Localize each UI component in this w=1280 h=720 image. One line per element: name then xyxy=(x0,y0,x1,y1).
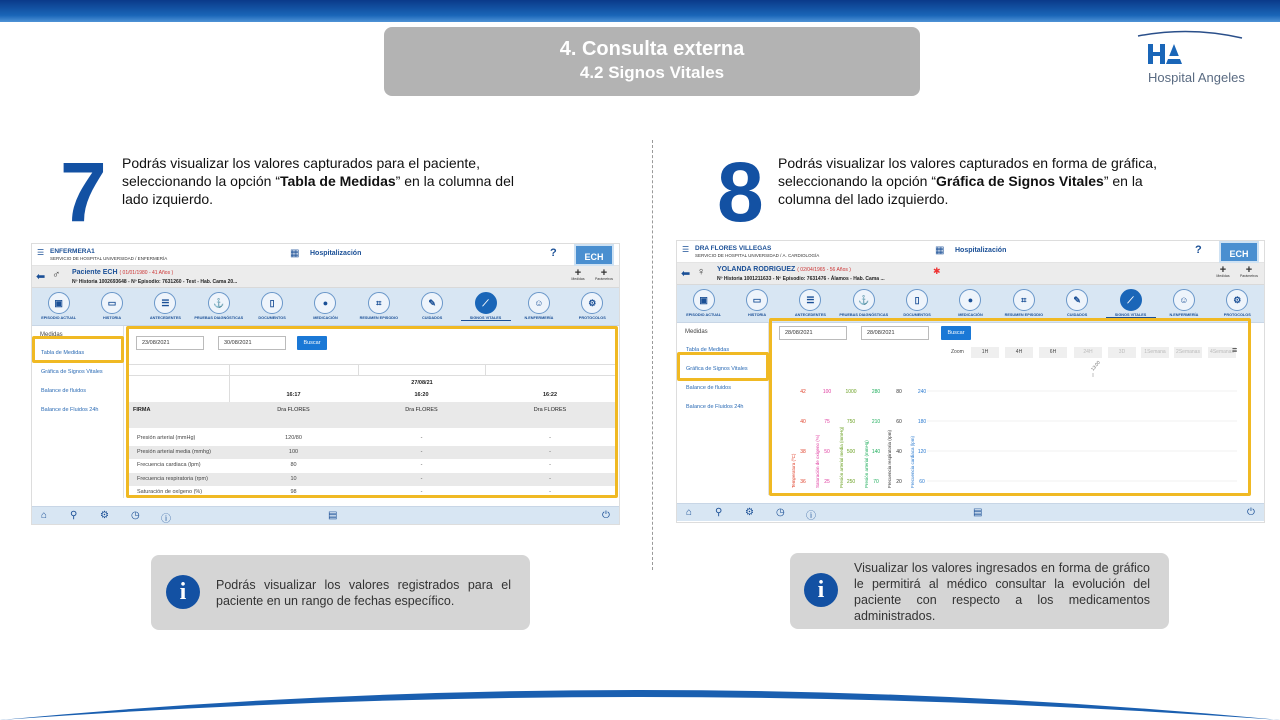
row-value: - xyxy=(549,462,551,468)
page-title: 4. Consulta externa xyxy=(559,38,745,60)
info-circle-icon: i xyxy=(166,575,200,609)
user-service: SERVICIO DE HOSPITAL UNIVERSIDAD / ENFERMERÍA xyxy=(50,256,168,261)
info-box-8 xyxy=(790,553,1169,629)
zoom-button[interactable]: 2Semanas xyxy=(1174,347,1202,358)
power-icon[interactable]: ⏻ xyxy=(1247,507,1255,518)
axis-tick-label: 240 xyxy=(917,389,927,395)
bottom-bar xyxy=(32,506,620,524)
toolbar-icon: ⌗ xyxy=(368,292,390,314)
toolbar-item-antecedentes[interactable] xyxy=(785,289,835,317)
row-value: - xyxy=(549,475,551,482)
module-toolbar xyxy=(32,288,619,326)
axis-tick-label: 80 xyxy=(896,389,902,395)
toolbar-label: PRUEBAS DIAGNÓSTICAS xyxy=(839,313,889,317)
step-8-text: Podrás visualizar los valores capturados en forma de gráfica, seleccionando la opción “Gráfica de Signos Vitales” en la columna del lado izquierdo. xyxy=(778,155,1157,207)
toolbar-item-episodio-actual[interactable] xyxy=(34,292,84,320)
info-circle-icon: i xyxy=(804,573,838,607)
firma-label: FIRMA xyxy=(133,407,151,413)
sidebar-item-balance-24h[interactable]: Balance de Fluidos 24h xyxy=(686,404,744,410)
toolbar-item-historia[interactable] xyxy=(732,289,782,317)
help-icon[interactable]: ? xyxy=(550,247,557,259)
zoom-button[interactable]: 3D xyxy=(1108,347,1136,358)
power-icon[interactable]: ⏻ xyxy=(602,510,610,521)
axis-tick-label: 750 xyxy=(846,419,856,425)
add-parametros-button[interactable]: + Parámetros xyxy=(1239,264,1259,278)
axis-tick-label: 60 xyxy=(919,479,925,485)
table-date: 27/08/21 xyxy=(411,380,433,386)
sidebar-item-tabla-medidas[interactable]: Tabla de Medidas xyxy=(686,347,730,353)
toolbar-label: ANTECEDENTES xyxy=(794,313,826,317)
row-value: - xyxy=(420,435,423,441)
menu-icon[interactable]: ☰ xyxy=(37,248,45,257)
x-axis-tick-label: 13:00 xyxy=(1089,359,1102,372)
logo-text: Hospital Angeles xyxy=(1148,70,1245,85)
axis-title: Presión arterial (mmHg) xyxy=(864,440,869,488)
toolbar-label: N.ENFERMERÍA xyxy=(524,316,554,320)
clock-icon[interactable]: ◷ xyxy=(776,507,785,518)
search-button[interactable]: Buscar xyxy=(297,336,327,350)
patient-name: Paciente ECH ( 01/01/1980 - 41 Años ) xyxy=(72,269,174,276)
toolbar-icon: ⟋ xyxy=(1120,289,1142,311)
axis-tick-label: 60 xyxy=(896,419,902,425)
zoom-button[interactable]: 1Semana xyxy=(1141,347,1169,358)
sidebar-item-balance-fluidos[interactable]: Balance de fluidos xyxy=(41,388,86,394)
binoculars-icon[interactable]: ⚲ xyxy=(715,507,723,518)
toolbar-icon: ⚓ xyxy=(853,289,875,311)
toolbar-item-pruebas-diagn-sticas[interactable] xyxy=(194,292,244,320)
toolbar-icon: ⚙ xyxy=(1226,289,1248,311)
archive-icon[interactable]: ▤ xyxy=(328,510,338,521)
toolbar-label: CUIDADOS xyxy=(1067,313,1088,317)
toolbar-icon: ▭ xyxy=(746,289,768,311)
axis-tick-label: 1000 xyxy=(845,389,857,395)
toolbar-item-cuidados[interactable] xyxy=(1052,289,1102,317)
home-icon[interactable]: ⌂ xyxy=(686,507,693,518)
zoom-button[interactable]: 6H xyxy=(1039,347,1067,358)
toolbar-icon: ☺ xyxy=(528,292,550,314)
toolbar-icon: ▣ xyxy=(693,289,715,311)
row-value: - xyxy=(420,448,423,455)
row-value: 80 xyxy=(290,462,297,468)
firma-2: Dra FLORES xyxy=(405,407,438,413)
time-col-1: 16:17 xyxy=(286,392,301,398)
date-to-field[interactable]: 28/08/2021 xyxy=(861,326,929,340)
highlight-sidebar xyxy=(32,336,124,363)
module-title: Hospitalización xyxy=(310,250,362,257)
sidebar-heading-medidas: Medidas xyxy=(40,332,63,338)
toolbar-item-documentos[interactable] xyxy=(247,292,297,320)
row-value: - xyxy=(420,475,423,482)
toolbar-icon: ▯ xyxy=(906,289,928,311)
toolbar-item-historia[interactable] xyxy=(87,292,137,320)
patient-name: YOLANDA RODRIGUEZ ( 02/04/1965 - 56 Años ) xyxy=(717,266,851,273)
bottom-bar xyxy=(677,503,1265,521)
sidebar-item-grafica-signos[interactable]: Gráfica de Signos Vitales xyxy=(686,366,748,372)
step-7-text: Podrás visualizar los valores capturados para el paciente, seleccionando la opción “Tabla de Medidas” en la columna del lado izquierdo. xyxy=(122,155,514,207)
row-label: Presión arterial (mmHg) xyxy=(137,435,196,441)
axis-tick-label: 25 xyxy=(824,479,830,485)
toolbar-item-resumen-episodio[interactable] xyxy=(999,289,1049,317)
toolbar-label: ANTECEDENTES xyxy=(149,316,181,320)
toolbar-label: EPISODIO ACTUAL xyxy=(41,316,77,320)
toolbar-item-antecedentes[interactable] xyxy=(140,292,190,320)
toolbar-icon: ⟋ xyxy=(475,292,497,314)
menu-icon[interactable]: ☰ xyxy=(682,245,690,254)
top-banner xyxy=(0,0,1280,22)
bottom-wave xyxy=(0,660,1280,720)
clock-icon[interactable]: ◷ xyxy=(131,510,140,521)
hospital-module-icon: ▦ xyxy=(935,245,945,256)
toolbar-item-resumen-episodio[interactable] xyxy=(354,292,404,320)
toolbar-item-signos-vitales[interactable] xyxy=(1106,289,1156,318)
add-medidas-button[interactable]: + Medidas xyxy=(571,267,585,281)
toolbar-icon: ⌗ xyxy=(1013,289,1035,311)
page-subtitle: 4.2 Signos Vitales xyxy=(579,63,725,82)
axis-title: Temperatura (ºC) xyxy=(791,453,796,488)
zoom-button[interactable]: 4Semanas xyxy=(1208,347,1236,358)
firma-3: Dra FLORES xyxy=(533,407,567,413)
female-icon: ♀ xyxy=(697,266,706,278)
sidebar xyxy=(677,323,769,495)
toolbar-label: EPISODIO ACTUAL xyxy=(686,313,722,317)
add-medidas-button[interactable]: + Medidas xyxy=(1216,264,1230,278)
toolbar-label: HISTORIA xyxy=(102,316,122,320)
toolbar-label: RESUMEN EPISODIO xyxy=(1004,313,1044,317)
row-label: Saturación de oxígeno (%) xyxy=(137,489,203,495)
time-col-2: 16:20 xyxy=(414,392,429,398)
archive-icon[interactable]: ▤ xyxy=(973,507,983,518)
patient-info: Nº Historia 1002693648 - Nº Episodio: 7631260 - Test - Hab. Cama 20... xyxy=(72,279,238,285)
row-value: 120/80 xyxy=(285,435,302,441)
axis-tick-label: 210 xyxy=(871,419,881,425)
axis-title: Frecuencia respiratoria (rpm) xyxy=(887,429,892,488)
zoom-button[interactable]: 24H xyxy=(1074,347,1102,358)
step-number-7: 7 xyxy=(60,145,107,239)
axis-tick-label: 50 xyxy=(824,449,830,455)
row-value: 98 xyxy=(290,489,297,495)
hospital-logo xyxy=(1130,28,1250,88)
back-arrow-icon[interactable]: ⬅ xyxy=(36,271,46,283)
info-text-8: Visualizar los valores ingresados en forma de gráfico le permitirá al médico consultar la evolución del paciente con respecto a los medicamentos administrados. xyxy=(854,561,1150,623)
toolbar-label: RESUMEN EPISODIO xyxy=(359,316,399,320)
row-value: 100 xyxy=(288,448,299,455)
row-value: - xyxy=(420,462,423,468)
time-col-3: 16:22 xyxy=(542,392,558,398)
toolbar-icon: ☰ xyxy=(154,292,176,314)
info-text-7: Podrás visualizar los valores registrados para el paciente en un rango de fechas específico. xyxy=(216,578,511,608)
toolbar-item-n-enfermer-a[interactable] xyxy=(1159,289,1209,317)
axis-tick-label: 250 xyxy=(846,479,856,485)
sidebar-heading-medidas: Medidas xyxy=(685,329,708,335)
firma-1: Dra FLORES xyxy=(277,407,310,413)
axis-tick-label: 36 xyxy=(800,479,806,485)
toolbar-label: SIGNOS VITALES xyxy=(469,316,502,320)
toolbar-label: MEDICACIÓN xyxy=(313,316,338,320)
toolbar-label: DOCUMENTOS xyxy=(258,316,286,320)
user-name: ENFERMERA1 xyxy=(50,248,95,255)
toolbar-label: DOCUMENTOS xyxy=(903,313,931,317)
row-value: - xyxy=(549,489,551,495)
axis-tick-label: 180 xyxy=(917,419,927,425)
title-box xyxy=(384,27,920,96)
axis-tick-label: 500 xyxy=(846,449,856,455)
toolbar-label: SIGNOS VITALES xyxy=(1114,313,1147,317)
toolbar-label: HISTORIA xyxy=(747,313,767,317)
info-icon[interactable]: ⓘ xyxy=(806,511,816,522)
zoom-button[interactable]: 1H xyxy=(971,347,999,358)
ech-logo: ECH xyxy=(574,244,614,266)
male-icon: ♂ xyxy=(52,269,61,281)
axis-tick-label: 140 xyxy=(871,449,881,455)
row-label: Frecuencia cardiaca (lpm) xyxy=(137,462,201,468)
toolbar-icon: ▯ xyxy=(261,292,283,314)
toolbar-item-medicaci-n[interactable] xyxy=(300,292,350,320)
axis-title: Saturación de oxígeno (%) xyxy=(815,434,820,488)
zoom-label: Zoom xyxy=(951,349,964,355)
chart-menu-icon[interactable]: ≡ xyxy=(1232,345,1238,355)
binoculars-icon[interactable]: ⚲ xyxy=(70,510,78,521)
row-value: - xyxy=(420,489,423,495)
toolbar-icon: ☰ xyxy=(799,289,821,311)
toolbar-icon: ● xyxy=(314,292,336,314)
toolbar-item-protocolos[interactable] xyxy=(567,292,617,320)
ech-logo: ECH xyxy=(1219,241,1259,263)
toolbar-icon: ✎ xyxy=(1066,289,1088,311)
row-label: Presión arterial media (mmhg) xyxy=(137,448,211,455)
module-title: Hospitalización xyxy=(955,247,1007,254)
axis-tick-label: 38 xyxy=(800,449,806,455)
add-parametros-button[interactable]: + Parámetros xyxy=(594,267,614,281)
row-value: 10 xyxy=(290,475,297,482)
toolbar-icon: ⚓ xyxy=(208,292,230,314)
screenshot-tabla-medidas xyxy=(31,243,620,525)
date-to-field[interactable]: 30/08/2021 xyxy=(218,336,286,350)
toolbar-icon: ▣ xyxy=(48,292,70,314)
toolbar-item-documentos[interactable] xyxy=(892,289,942,317)
hospital-module-icon: ▦ xyxy=(290,248,300,259)
step-number-8: 8 xyxy=(717,145,764,239)
axis-tick-label: 42 xyxy=(800,389,806,395)
toolbar-item-protocolos[interactable] xyxy=(1212,289,1262,317)
axis-tick-label: 120 xyxy=(917,449,927,455)
home-icon[interactable]: ⌂ xyxy=(41,510,48,521)
axis-title: Frecuencia cardiaca (lpm) xyxy=(910,435,915,488)
toolbar-label: MEDICACIÓN xyxy=(958,313,983,317)
screenshot-grafica-signos xyxy=(676,240,1265,523)
gear-icon[interactable]: ⚙ xyxy=(745,507,754,518)
back-arrow-icon[interactable]: ⬅ xyxy=(681,268,691,280)
info-icon[interactable]: ⓘ xyxy=(161,514,171,525)
sidebar-item-balance-fluidos[interactable]: Balance de fluidos xyxy=(686,385,731,391)
highlight-chart xyxy=(769,318,1251,496)
axis-tick-label: 40 xyxy=(800,419,806,425)
axis-tick-label: 100 xyxy=(822,389,832,395)
gear-icon[interactable]: ⚙ xyxy=(100,510,109,521)
highlight-table xyxy=(126,326,618,498)
toolbar-icon: ☺ xyxy=(1173,289,1195,311)
toolbar-icon: ⚙ xyxy=(581,292,603,314)
axis-title: Presión arterial media (mmHg) xyxy=(839,426,844,488)
toolbar-icon: ✎ xyxy=(421,292,443,314)
zoom-button[interactable]: 4H xyxy=(1005,347,1033,358)
sidebar-item-balance-24h[interactable]: Balance de Fluidos 24h xyxy=(41,407,99,413)
toolbar-icon: ▭ xyxy=(101,292,123,314)
toolbar-icon: ● xyxy=(959,289,981,311)
info-box-7 xyxy=(151,555,530,630)
sidebar-item-tabla-medidas[interactable]: Tabla de Medidas xyxy=(41,350,85,356)
toolbar-item-medicaci-n[interactable] xyxy=(945,289,995,317)
axis-tick-label: 75 xyxy=(824,419,830,425)
axis-tick-label: 40 xyxy=(896,449,902,455)
toolbar-item-pruebas-diagn-sticas[interactable] xyxy=(839,289,889,317)
toolbar-label: PROTOCOLOS xyxy=(1223,313,1251,317)
toolbar-item-signos-vitales[interactable] xyxy=(461,292,511,321)
search-button[interactable]: Buscar xyxy=(941,326,971,340)
axis-tick-label: 20 xyxy=(896,479,902,485)
help-icon[interactable]: ? xyxy=(1195,244,1202,256)
highlight-sidebar xyxy=(677,352,769,381)
patient-info: Nº Historia 1001211633 - Nº Episodio: 7631476 - Álamos - Hab. Cama ... xyxy=(717,276,885,282)
alert-icon: ✱ xyxy=(933,266,941,276)
row-value: - xyxy=(549,448,551,455)
column-divider xyxy=(652,140,653,570)
sidebar-item-grafica-signos[interactable]: Gráfica de Signos Vitales xyxy=(41,369,103,375)
date-from-field[interactable]: 23/08/2021 xyxy=(136,336,204,350)
hospital-logo-icon xyxy=(1130,28,1250,72)
row-label: Frecuencia respiratoria (rpm) xyxy=(137,475,208,482)
toolbar-label: CUIDADOS xyxy=(422,316,443,320)
user-name: DRA FLORES VILLEGAS xyxy=(695,245,772,252)
axis-tick-label: 70 xyxy=(873,479,879,485)
axis-tick-label: 280 xyxy=(871,389,881,395)
toolbar-item-cuidados[interactable] xyxy=(407,292,457,320)
toolbar-item-n-enfermer-a[interactable] xyxy=(514,292,564,320)
row-value: - xyxy=(549,435,551,441)
toolbar-label: N.ENFERMERÍA xyxy=(1169,313,1199,317)
user-service: SERVICIO DE HOSPITAL UNIVERSIDAD / A. CARDIOLOGÍA xyxy=(695,253,820,258)
date-from-field[interactable]: 28/08/2021 xyxy=(779,326,847,340)
toolbar-label: PROTOCOLOS xyxy=(578,316,606,320)
toolbar-item-episodio-actual[interactable] xyxy=(679,289,729,317)
toolbar-label: PRUEBAS DIAGNÓSTICAS xyxy=(194,316,244,320)
